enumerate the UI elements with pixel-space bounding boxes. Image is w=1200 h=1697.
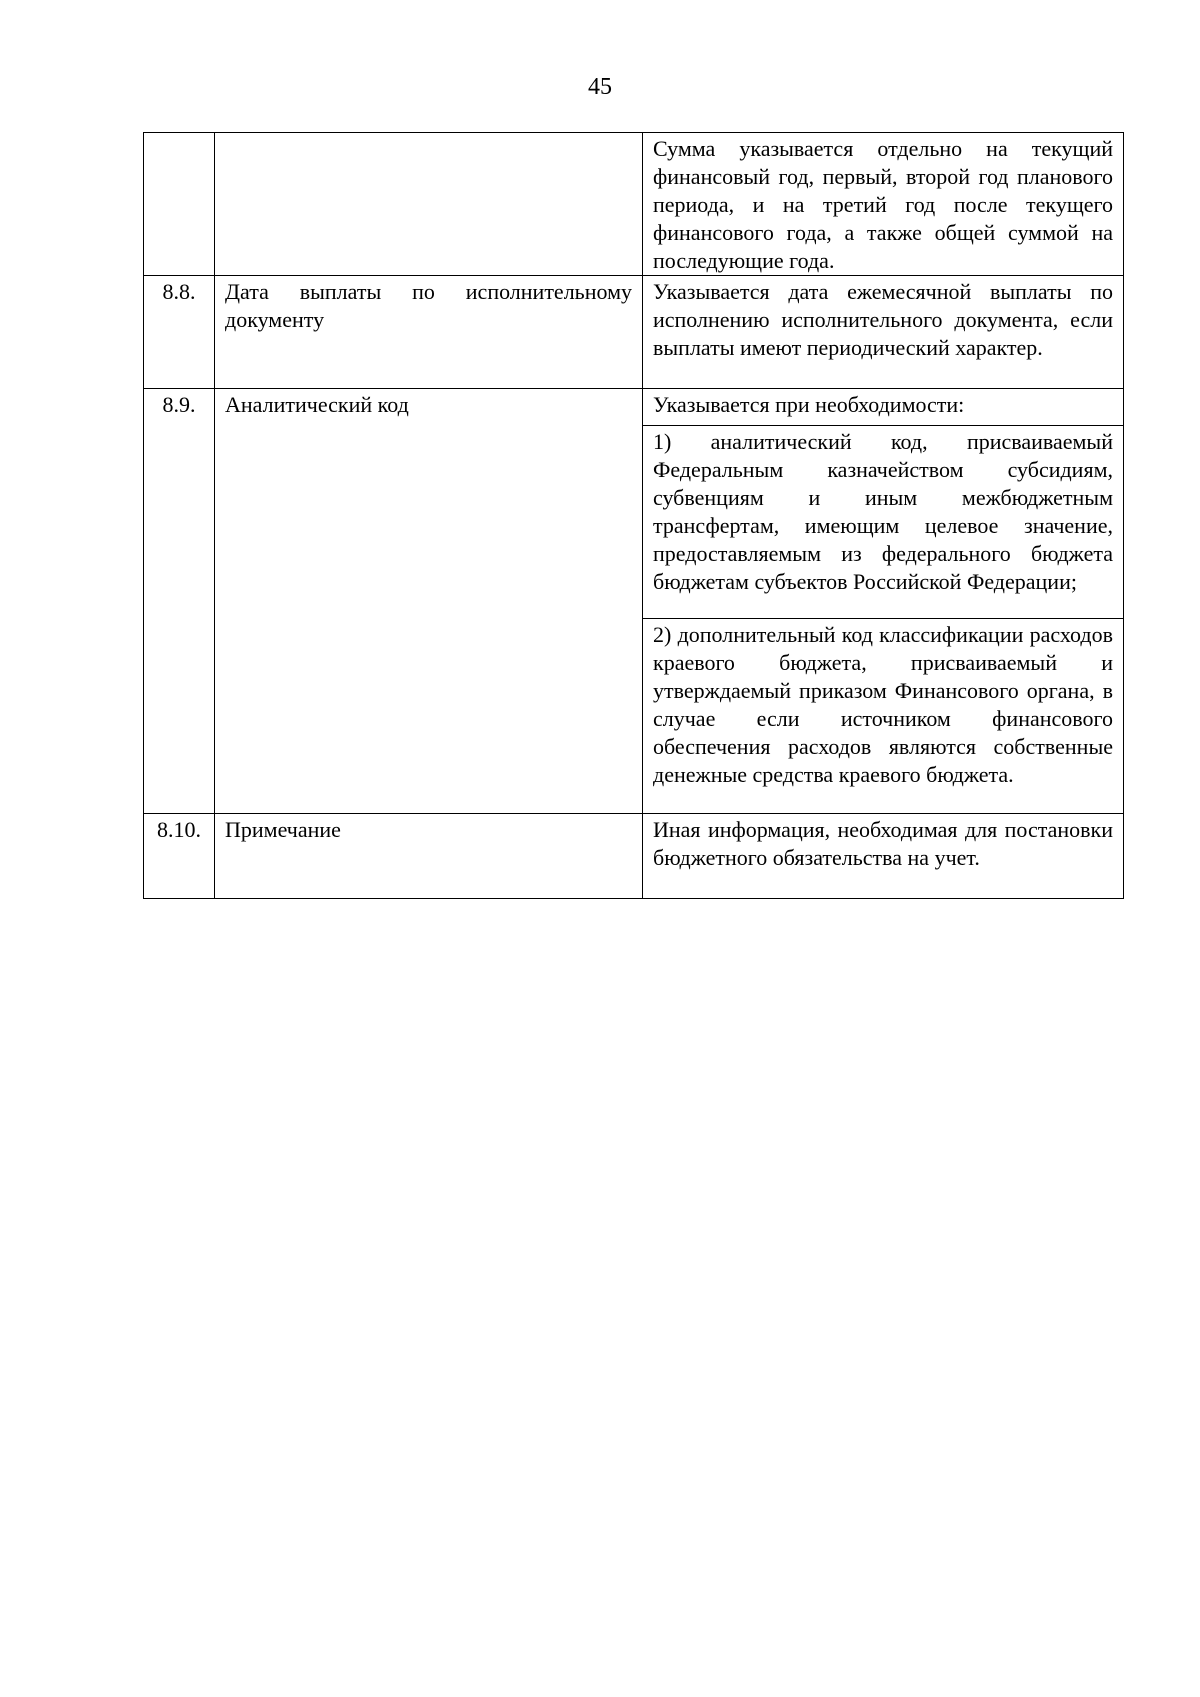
row-description-intro: Указывается при необходимости: (643, 389, 1124, 426)
row-name (215, 133, 643, 276)
table-row (144, 389, 1124, 426)
page-number: 45 (588, 74, 612, 100)
row-name: Дата выплаты по исполнительному документу (215, 276, 643, 389)
row-description-item-1: 1) аналитический код, присваиваемый Федеральным казначейством субсидиям, субвенциям и иным межбюджетным трансфертам, имеющим целевое значение, предоставляемым из федерального бюджета бюджетам субъектов Российской Федерации; (643, 426, 1124, 619)
row-number: 8.8. (144, 276, 215, 389)
row-number (144, 133, 215, 276)
row-description: Сумма указывается отдельно на текущий финансовый год, первый, второй год планового периода, и на третий год после текущего финансового года, а также общей суммой на последующие года. (643, 133, 1124, 276)
row-description-item-2: 2) дополнительный код классификации расходов краевого бюджета, присваиваемый и утверждаемый приказом Финансового органа, в случае если источником финансового обеспечения расходов являются собственные денежные средства краевого бюджета. (643, 619, 1124, 814)
row-description: Указывается дата ежемесячной выплаты по исполнению исполнительного документа, если выплаты имеют периодический характер. (643, 276, 1124, 389)
table-row (144, 814, 1124, 899)
row-name: Аналитический код (215, 389, 643, 814)
document-table (143, 132, 1124, 899)
table-row (144, 133, 1124, 276)
table-row (144, 276, 1124, 389)
row-number: 8.9. (144, 389, 215, 814)
row-description: Иная информация, необходимая для постановки бюджетного обязательства на учет. (643, 814, 1124, 899)
row-number: 8.10. (144, 814, 215, 899)
row-name: Примечание (215, 814, 643, 899)
